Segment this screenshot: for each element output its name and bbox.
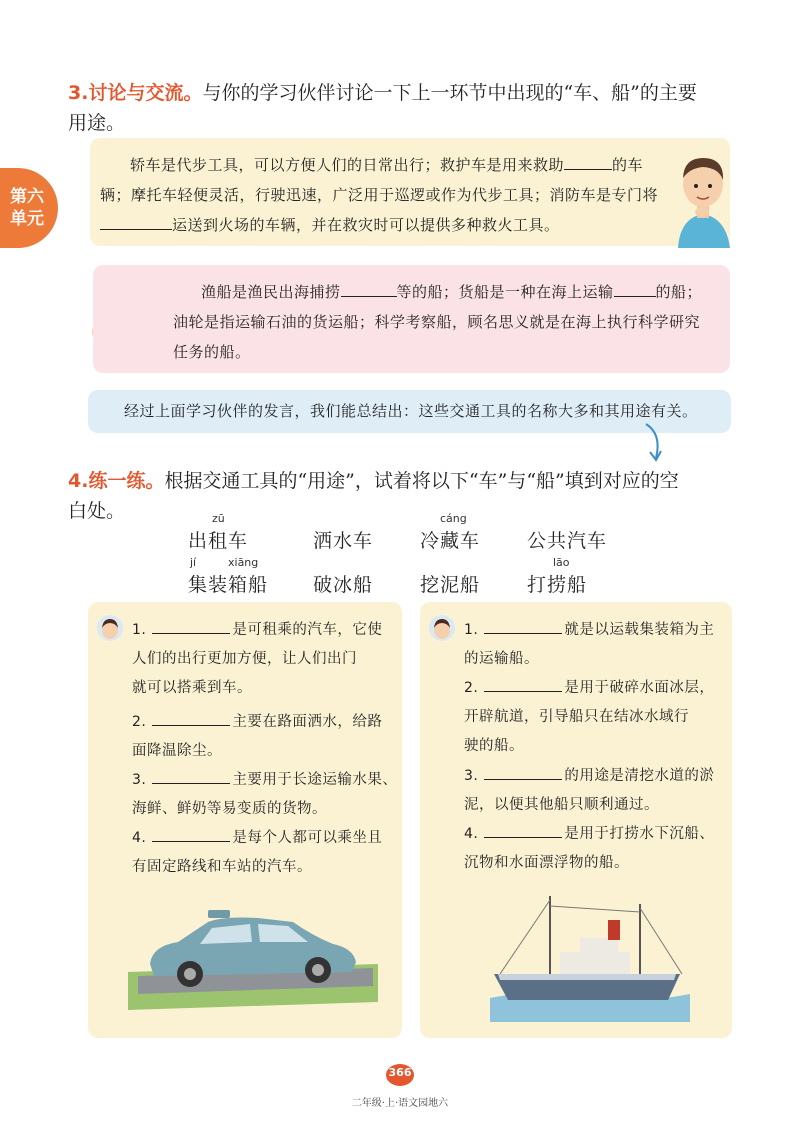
answer-blank[interactable]	[484, 821, 562, 838]
girl-speech-box	[93, 265, 730, 373]
boy-line-3: 运送到火场的车辆，并在救灾时可以提供多种救火工具。	[100, 210, 670, 240]
boy-speech-box	[90, 138, 730, 246]
blank[interactable]	[341, 278, 397, 297]
answer-blank[interactable]	[152, 709, 230, 726]
word-cell	[313, 556, 373, 597]
salvage-ship-illustration	[490, 890, 690, 1022]
answer-blank[interactable]	[484, 675, 562, 692]
page-number: 366	[388, 1066, 412, 1079]
section-4-heading	[68, 466, 738, 526]
girl-line-1: 渔船是渔民出海捕捞 等的船；货船是一种在海上运输 的船；	[201, 277, 721, 307]
girl-line-3: 任务的船。	[173, 343, 251, 361]
word: 洒水车	[313, 530, 374, 552]
word: 破冰船	[313, 574, 374, 596]
answer-blank[interactable]	[152, 825, 230, 842]
unit-tab-line2: 单元	[10, 209, 44, 229]
section-text-cont: 白处。	[68, 500, 126, 522]
word: 出租车	[188, 530, 249, 552]
word: 公共汽车	[527, 530, 608, 552]
answer-blank[interactable]	[152, 617, 230, 634]
pinyin: zū	[212, 512, 225, 525]
word: 挖泥船	[420, 574, 481, 596]
section-3-heading	[68, 78, 738, 138]
boy-avatar-icon	[428, 614, 456, 642]
answer-blank[interactable]	[484, 617, 562, 634]
right-item-3: 3. 的用途是清挖水道的淤 泥，以便其他船只顺利通过。	[464, 762, 728, 820]
boy-line-2: 辆；摩托车轻便灵活，行驶迅速，广泛用于巡逻或作为代步工具；消防车是专门将	[100, 186, 659, 204]
section-text: 与你的学习伙伴讨论一下上一环节中出现的“车、船”的主要	[202, 82, 697, 104]
taxi-car-illustration	[128, 902, 378, 1012]
boy-illustration	[672, 148, 734, 248]
blank[interactable]	[100, 211, 172, 230]
answer-blank[interactable]	[484, 763, 562, 780]
boy-line-1: 轿车是代步工具，可以方便人们的日常出行；救护车是用来救助 的车	[130, 150, 670, 180]
summary-text: 经过上面学习伙伴的发言，我们能总结出：这些交通工具的名称大多和其用途有关。	[124, 402, 698, 420]
blank[interactable]	[564, 151, 612, 170]
right-item-4: 4. 是用于打捞水下沉船、 沉物和水面漂浮物的船。	[464, 820, 728, 878]
word-cell	[527, 556, 587, 597]
section-text-cont: 用途。	[68, 112, 126, 134]
left-item-1: 1. 是可租乘的汽车，它使 人们的出行更加方便，让人们出门 就可以搭乘到车。	[132, 616, 398, 703]
left-item-2: 2. 主要在路面洒水，给路 面降温除尘。	[132, 708, 398, 766]
curved-arrow-icon	[640, 420, 670, 464]
word-cell	[527, 512, 607, 553]
word-cell	[188, 556, 268, 597]
right-item-2: 2. 是用于破碎水面冰层， 开辟航道，引导船只在结冰水域行 驶的船。	[464, 674, 728, 761]
section-title: 练一练。	[88, 470, 165, 492]
section-title: 讨论与交流。	[88, 82, 203, 104]
left-item-3: 3. 主要用于长途运输水果、 海鲜、鲜奶等易变质的货物。	[132, 766, 398, 824]
left-item-4: 4. 是每个人都可以乘坐且 有固定路线和车站的汽车。	[132, 824, 398, 882]
section-number: 4.	[68, 470, 89, 492]
right-item-1: 1. 就是以运载集装箱为主 的运输船。	[464, 616, 728, 674]
word: 集装箱船	[188, 574, 269, 596]
pinyin: cáng	[440, 512, 467, 525]
unit-tab-line1: 第六	[10, 187, 44, 207]
left-exercise-panel	[88, 602, 402, 1038]
boy-avatar-icon	[96, 614, 124, 642]
footer-caption: 二年级·上·语文园地六	[351, 1098, 449, 1109]
word: 打捞船	[527, 574, 588, 596]
pinyin: lāo	[553, 556, 570, 569]
word: 冷藏车	[420, 530, 481, 552]
word-cell	[313, 512, 373, 553]
right-exercise-panel	[420, 602, 732, 1038]
word-cell	[420, 556, 480, 597]
section-text: 根据交通工具的“用途”，试着将以下“车”与“船”填到对应的空	[164, 470, 679, 492]
word-cell	[188, 512, 248, 553]
summary-box	[88, 390, 731, 433]
pinyin: jí	[190, 556, 197, 569]
section-number: 3.	[68, 82, 89, 104]
girl-line-2: 油轮是指运输石油的货运船；科学考察船，顾名思义就是在海上执行科学研究	[173, 313, 701, 331]
pinyin: xiāng	[228, 556, 259, 569]
answer-blank[interactable]	[152, 767, 230, 784]
word-cell	[420, 512, 480, 553]
blank[interactable]	[614, 278, 656, 297]
unit-tab	[0, 168, 58, 248]
